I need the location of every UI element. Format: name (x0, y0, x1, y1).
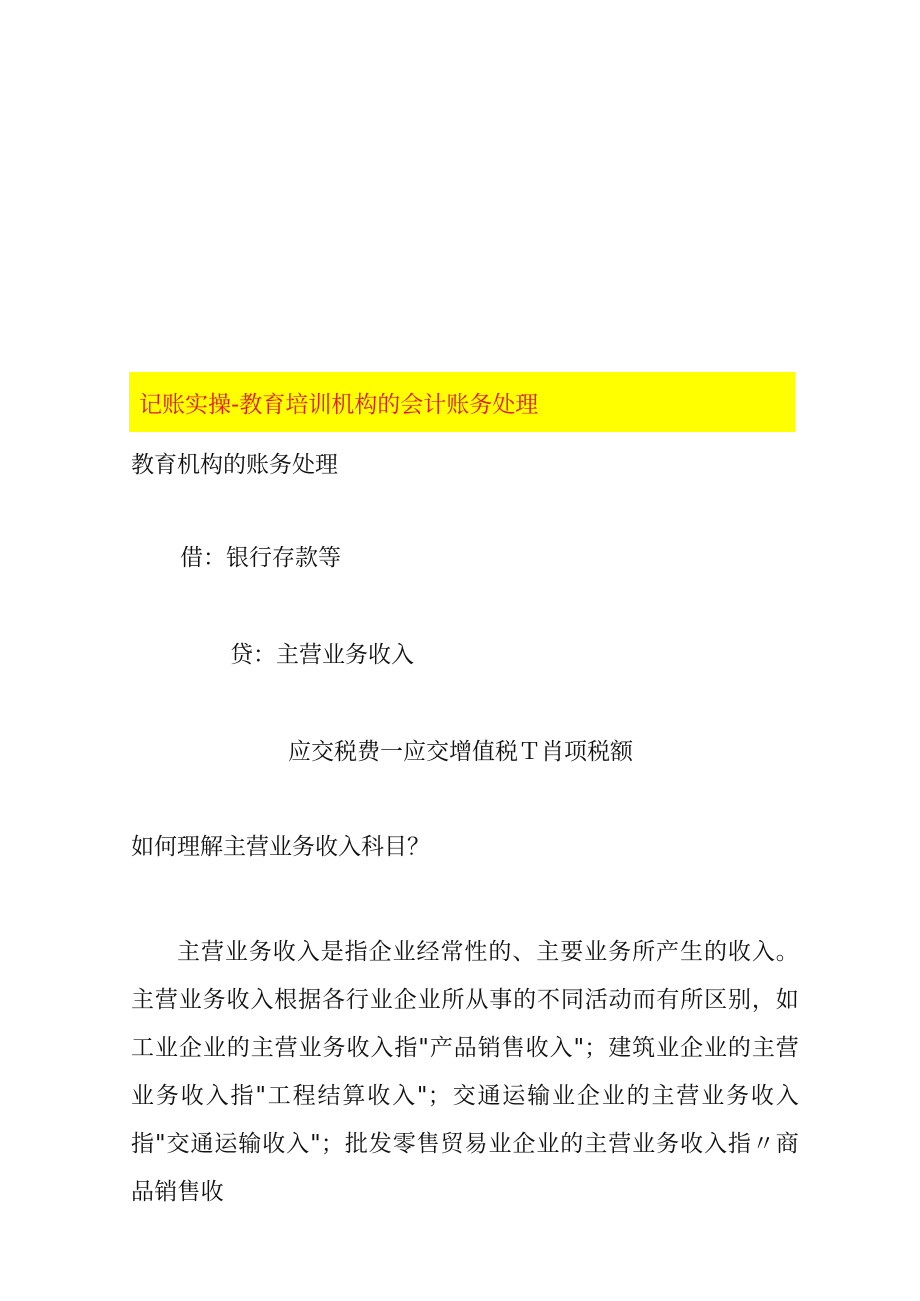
body-paragraph: 主营业务收入是指企业经常性的、主要业务所产生的收入。主营业务收入根据各行业企业所从事的不同活动而有所区别，如工业企业的主营业务收入指"产品销售收入"；建筑业企业的主营业务收入指"工程结算收入"；交通运输业企业的主营业务收入指"交通运输收入"；批发零售贸易业企业的主营业务收入指〃商品销售收 (131, 939, 799, 1205)
section-subtitle: 教育机构的账务处理 (131, 452, 338, 478)
journal-debit-line: 借：银行存款等 (180, 545, 341, 571)
document-title: 记账实操-教育培训机构的会计账务处理 (139, 391, 539, 418)
journal-tax-line: 应交税费一应交增值税Ｔ肖项税额 (288, 739, 633, 765)
journal-credit-line: 贷：主营业务收入 (230, 642, 414, 668)
title-banner (129, 372, 795, 432)
question-heading: 如何理解主营业务收入科目？ (131, 834, 430, 860)
